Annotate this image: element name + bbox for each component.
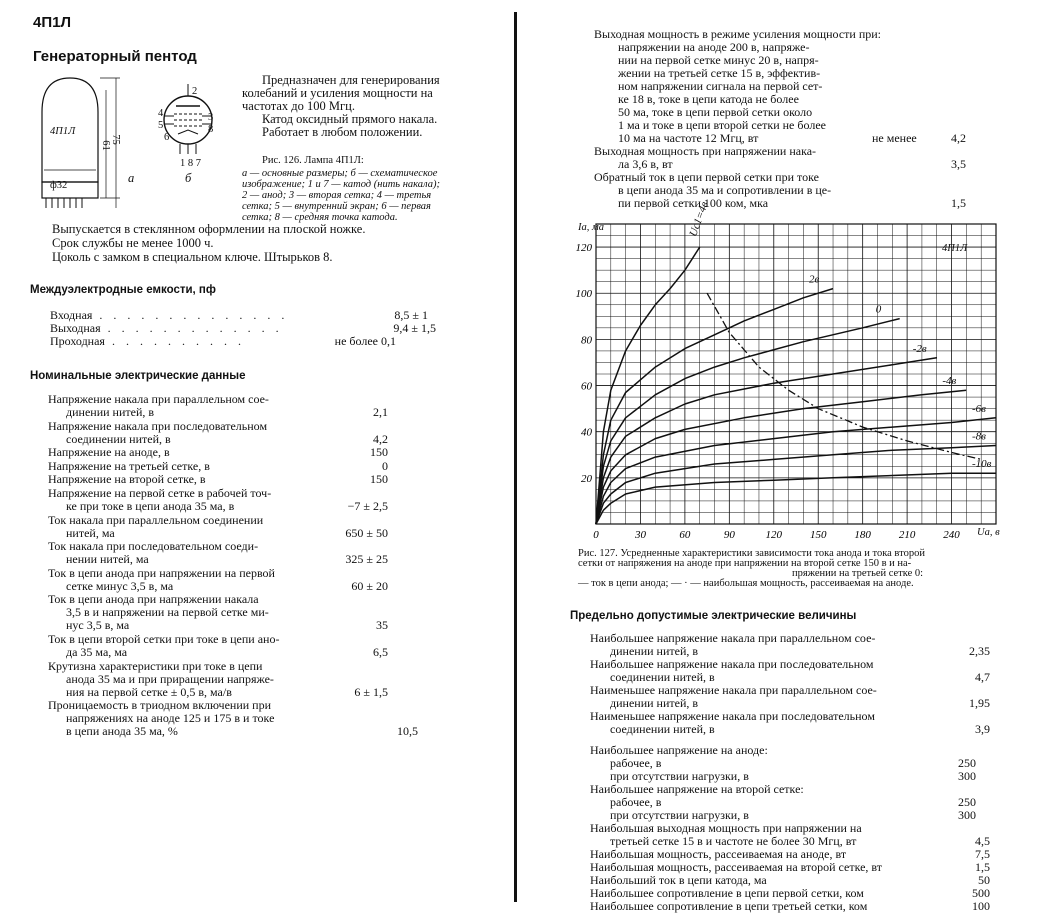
limit-value: 100 — [972, 899, 990, 913]
limit-line: динении нитей, в — [610, 696, 699, 710]
anode-noload-label: при отсутствии нагрузки, в — [610, 769, 749, 783]
g2-work-label: рабочее, в — [610, 795, 662, 809]
y-tick-label: 20 — [581, 472, 592, 485]
series-line — [596, 473, 996, 524]
limit-line: Наибольшее сопротивление в цепи первой сетки, ком — [590, 886, 864, 900]
fig127-caption-2: сетки от напряжения на аноде при напряжении на второй сетке 150 в и на- — [578, 558, 912, 569]
power-line: напряжении на аноде 200 в, напряже- — [618, 40, 810, 54]
power36-line: Выходная мощность при напряжении нака- — [594, 144, 817, 158]
nominal-value: 650 ± 50 — [345, 525, 388, 540]
chart-title: 4П1Л — [942, 243, 968, 254]
fig126-caption-3: 2 — анод; 3 — вторая сетка; 4 — третья — [242, 190, 432, 201]
nominal-value: 60 ± 20 — [351, 578, 388, 593]
nominal-line: Напряжение на второй сетке, в — [48, 472, 206, 487]
limit-line: Наибольшая выходная мощность при напряжении на — [590, 821, 862, 835]
nominal-line: 3,5 в и напряжении на первой сетке ми- — [66, 605, 269, 620]
pin-5: 5 — [158, 120, 164, 131]
x-tick-label: 180 — [854, 529, 871, 541]
cap-label-output: Выходная — [50, 321, 101, 335]
y-tick-label: 40 — [581, 426, 592, 439]
fig127-caption-3: пряжении на третьей сетке 0: — [792, 568, 924, 579]
nominal-line: ке при токе в цепи анода 35 ма, в — [66, 499, 235, 513]
y-tick-label: 120 — [575, 242, 592, 255]
nominal-line: нении нитей, ма — [66, 552, 149, 567]
series-line — [596, 390, 966, 524]
fig127-caption-1: Рис. 127. Усредненные характеристики зависимости тока анода и тока второй — [578, 548, 925, 559]
nominal-line: Напряжение на первой сетке в рабочей точ- — [48, 486, 272, 500]
max-power-curve — [707, 293, 981, 459]
series-line — [596, 358, 937, 524]
nominal-line: Напряжение на третьей сетке, в — [48, 458, 210, 473]
limit-line: Наименьшее напряжение накала при параллельном сое- — [590, 683, 877, 697]
g2-noload-value: 300 — [958, 808, 976, 822]
limit-value: 2,35 — [969, 644, 990, 658]
design-2: Срок службы не менее 1000 ч. — [52, 236, 214, 250]
limit-value: 500 — [972, 886, 990, 900]
anode-work-value: 250 — [958, 756, 976, 770]
cathode-2: Работает в любом положении. — [262, 125, 423, 139]
anode-heading: Наибольшее напряжение на аноде: — [590, 743, 768, 757]
nominal-line: Проницаемость в триодном включении при — [48, 698, 272, 713]
anode-work-label: рабочее, в — [610, 756, 662, 770]
reverse-line: в цепи анода 35 ма и сопротивлении в це- — [618, 183, 832, 197]
limit-value: 7,5 — [975, 847, 990, 861]
power-line: нии на первой сетке минус 20 в, напря- — [618, 53, 819, 67]
purpose-2: колебаний и усиления мощности на — [242, 86, 433, 100]
cap-label-input: Входная — [50, 308, 93, 322]
nominal-line: нитей, ма — [66, 525, 115, 540]
dim-diameter: ф32 — [50, 180, 68, 191]
nominal-value: 325 ± 25 — [345, 552, 388, 567]
series-label: 0 — [875, 303, 882, 316]
nominal-value: 4,2 — [373, 431, 388, 446]
limit-line: третьей сетке 15 в и частоте не более 30 Мгц, вт — [610, 834, 857, 848]
limit-value: 4,7 — [975, 670, 990, 684]
limit-line: Наименьшее напряжение накала при последовательном — [590, 709, 875, 723]
nominal-line: сетке минус 3,5 в, ма — [66, 578, 174, 593]
power-value: 4,2 — [951, 131, 966, 145]
nominal-line: соединении нитей, в — [66, 431, 171, 446]
g2-heading: Наибольшее напряжение на второй сетке: — [590, 782, 804, 796]
limit-line: Наибольшее напряжение накала при последовательном — [590, 657, 874, 671]
left-page: 4П1Л Генераторный пентод 4П1Л ф32 61 75 а б 2 4 5 6 3 8 1 8 7 Предназначен для генерирования колебаний и усиления мощности на частотах до 100 Мгц. Катод оксидный прямого накала. Работает в любом положении. Рис. 126. Лампа 4П1Л: а — основные размеры; б — схематическое изображение; 1 и 7 — катод (нить накала); 2 — анод; 3 — вторая сетка; 4 — третья сетка; 5 — внутренний экран; 6 — первая сетка; 8 — средняя точка катода. Выпускается в стеклянном оформлении на плоской ножке. Срок службы не менее 1000 ч. Цоколь с замком в специальном ключе. Штырьков 8. Междуэлектродные емкости, пф Входная . . . . . . . . . . . . . . 8,5 ± 1 Выходная . . . . . . . . . . . . . 9,4 ± 1,5 Проходная . . . . . . . . . . не более 0,1 Номинальные электрические данные Напряжение накала при параллельном сое- динении нитей, в 2,1 Напряжение накала при последовательном соединении нитей, в 4,2 Напряжение на аноде, в 150 Напряжение на третьей сетке, в 0 Напряжение на второй сетке, в 150 Напряжение на первой сетке в рабочей точ- ке при токе в цепи анода 35 ма, в −7 ± 2,5 Ток накала при параллельном соединении нитей, ма 650 ± 50 Ток накала при последовательном соеди- нении нитей, ма 325 ± 25 Ток в цепи анода при напряжении на первой сетке минус 3,5 в, ма 60 ± 20 Ток в цепи анода при напряжении накала 3,5 в и напряжении на первой сетке ми- нус 3,5 в, ма 35 Ток в цепи второй сетки при токе в цепи ано- да 35 ма, ма 6,5 Крутизна характеристики при токе в цепи анода 35 ма и при приращении напряже- ния на первой сетке ± 0,5 в, ма/в 6 ± 1,5 Проницаемость в триодном включении при напряжениях на аноде 125 и 175 в и токе в цепи анода 35 ма, % 10,5 — [30, 14, 440, 739]
power36-value: 3,5 — [951, 157, 966, 171]
g2-noload-label: при отсутствии нагрузки, в — [610, 808, 749, 822]
dim-h2: 75 — [109, 134, 121, 145]
fig126-caption-4: сетка; 5 — внутренний экран; 6 — первая — [242, 201, 431, 212]
nominal-line: динении нитей, в — [66, 405, 155, 419]
pin-3: 3 — [208, 112, 214, 123]
power-line: ном напряжении сигнала на первой сет- — [618, 79, 823, 93]
fig127-caption-4: — ток в цепи анода; — · — наибольшая мощность, рассеиваемая на аноде. — [578, 578, 914, 589]
tube-label: 4П1Л — [50, 126, 76, 137]
nominal-line: Ток накала при параллельном соединении — [48, 512, 264, 527]
dim-h1: 61 — [99, 140, 111, 151]
g2-work-value: 250 — [958, 795, 976, 809]
design-3: Цоколь с замком в специальном ключе. Штырьков 8. — [52, 250, 333, 264]
nominal-line: напряжениях на аноде 125 и 175 в и токе — [66, 711, 275, 726]
reverse-line: Обратный ток в цепи первой сетки при токе — [594, 170, 819, 184]
column-divider — [514, 12, 517, 902]
x-tick-label: 120 — [765, 529, 783, 541]
chart-xlabel: Ua, в — [977, 527, 1000, 538]
nominal-value: −7 ± 2,5 — [347, 499, 388, 513]
x-tick-label: 210 — [898, 529, 916, 541]
x-tick-label: 0 — [593, 529, 599, 541]
tube-name: 4П1Л — [33, 14, 71, 31]
y-tick-label: 60 — [581, 380, 592, 393]
anode-noload-value: 300 — [958, 769, 976, 783]
y-tick-label: 100 — [575, 288, 592, 301]
power-line: 1 ма и токе в цепи второй сетки не более — [618, 118, 826, 132]
limit-value: 1,5 — [975, 860, 990, 874]
nominal-line: Напряжение накала при параллельном сое- — [48, 392, 269, 406]
nominal-line: Ток накала при последовательном соеди- — [48, 539, 259, 554]
cap-value-input: 8,5 ± 1 — [394, 308, 428, 322]
tube-figure — [30, 72, 245, 222]
power-line: жении на третьей сетке 15 в, эффектив- — [618, 66, 821, 80]
power-line: ке 18 в, токе в цепи катода не более — [618, 92, 799, 106]
nominal-value: 6 ± 1,5 — [354, 684, 388, 699]
power36-line: ла 3,6 в, вт — [618, 157, 673, 171]
x-tick-label: 60 — [679, 529, 691, 541]
fig126-caption-5: сетка; 8 — средняя точка катода. — [242, 212, 398, 223]
power-line: 10 ма на частоте 12 Мгц, вт — [618, 131, 759, 145]
chart-ylabel: Ia, ма — [578, 222, 604, 233]
reverse-line: пи первой сетки 100 ком, мка — [618, 196, 769, 210]
cap-value-output: 9,4 ± 1,5 — [393, 321, 436, 335]
cathode-1: Катод оксидный прямого накала. — [262, 112, 438, 126]
limits-heading: Предельно допустимые электрические величины — [570, 610, 857, 622]
limit-value: 4,5 — [975, 834, 990, 848]
limit-line: соединении нитей, в — [610, 670, 715, 684]
x-tick-label: 150 — [809, 529, 827, 541]
x-tick-label: 240 — [943, 529, 960, 541]
nominal-line: в цепи анода 35 ма, % — [66, 724, 178, 739]
pin-2: 2 — [192, 86, 198, 97]
nominal-line: да 35 ма, ма — [66, 645, 128, 659]
series-label: -10в — [972, 458, 992, 471]
x-tick-label: 30 — [634, 529, 646, 541]
pins-bottom: 1 8 7 — [180, 158, 201, 169]
limit-line: Наибольшая мощность, рассеиваемая на второй сетке, вт — [590, 860, 883, 874]
nominal-line: анода 35 ма и при приращении напряже- — [66, 671, 274, 686]
nominal-value: 150 — [370, 472, 388, 487]
series-label: -6в — [972, 402, 986, 415]
purpose-3: частотах до 100 Мгц. — [242, 99, 355, 113]
pin-8-right: 8 — [208, 124, 214, 135]
tube-symbol — [164, 96, 212, 144]
nominal-line: Ток в цепи анода при напряжении на первой — [48, 565, 275, 580]
fig126-caption-2: изображение; 1 и 7 — катод (нить накала); — [242, 179, 440, 190]
series-label: -8в — [972, 430, 986, 443]
pin-6: 6 — [164, 132, 170, 143]
series-line — [596, 418, 996, 524]
right-page — [522, 0, 1038, 911]
limit-line: динении нитей, в — [610, 644, 699, 658]
fig126-caption-1: а — основные размеры; б — схематическое — [242, 168, 438, 179]
limit-line: Наибольшая мощность, рассеиваемая на аноде, вт — [590, 847, 847, 861]
nominal-value: 2,1 — [373, 405, 388, 419]
nominal-value: 6,5 — [373, 645, 388, 659]
limit-value: 50 — [978, 873, 990, 887]
series-line — [596, 319, 900, 524]
power-line: 50 ма, токе в цепи первой сетки около — [618, 105, 813, 119]
y-tick-label: 80 — [581, 334, 592, 347]
nominal-value: 10,5 — [397, 724, 418, 739]
power-prefix: не менее — [872, 131, 917, 145]
series-label: -2в — [912, 342, 927, 355]
cap-value-through: не более 0,1 — [334, 334, 396, 348]
nominal-line: Напряжение на аноде, в — [48, 445, 170, 460]
limit-value: 1,95 — [969, 696, 990, 710]
nominal-line: Ток в цепи второй сетки при токе в цепи ано- — [48, 632, 280, 646]
capacitance-heading: Междуэлектродные емкости, пф — [30, 284, 216, 296]
nominal-heading: Номинальные электрические данные — [30, 370, 246, 382]
nominal-value: 150 — [370, 445, 388, 460]
series-label: 2в — [809, 273, 820, 286]
label-b: б — [185, 171, 192, 185]
x-tick-label: 90 — [723, 529, 735, 541]
limit-line: Наибольшее сопротивление в цепи третьей сетки, ком — [590, 899, 868, 913]
nominal-value: 35 — [376, 618, 388, 633]
limit-value: 3,9 — [975, 722, 990, 736]
pin-4: 4 — [158, 108, 164, 119]
cap-label-through: Проходная — [50, 334, 105, 348]
nominal-line: ния на первой сетке ± 0,5 в, ма/в — [66, 684, 232, 699]
nominal-line: Крутизна характеристики при токе в цепи — [48, 658, 263, 673]
label-a: а — [128, 171, 135, 185]
limit-line: соединении нитей, в — [610, 722, 715, 736]
fig126-title: Рис. 126. Лампа 4П1Л: — [262, 155, 364, 166]
power-line: Выходная мощность в режиме усиления мощности при: — [594, 27, 882, 41]
limit-line: Наибольшее напряжение накала при параллельном сое- — [590, 631, 876, 645]
nominal-line: Ток в цепи анода при напряжении накала — [48, 592, 259, 607]
nominal-line: нус 3,5 в, ма — [66, 618, 130, 633]
tube-type: Генераторный пентод — [33, 48, 197, 65]
reverse-value: 1,5 — [951, 196, 966, 210]
series-label: -4в — [942, 375, 957, 388]
nominal-value: 0 — [382, 458, 388, 473]
limit-line: Наибольший ток в цепи катода, ма — [590, 873, 767, 887]
design-1: Выпускается в стеклянном оформлении на плоской ножке. — [52, 222, 366, 236]
nominal-line: Напряжение накала при последовательном — [48, 418, 268, 433]
series-label: Uc1=4в — [687, 200, 711, 239]
purpose-1: Предназначен для генерирования — [262, 73, 440, 87]
